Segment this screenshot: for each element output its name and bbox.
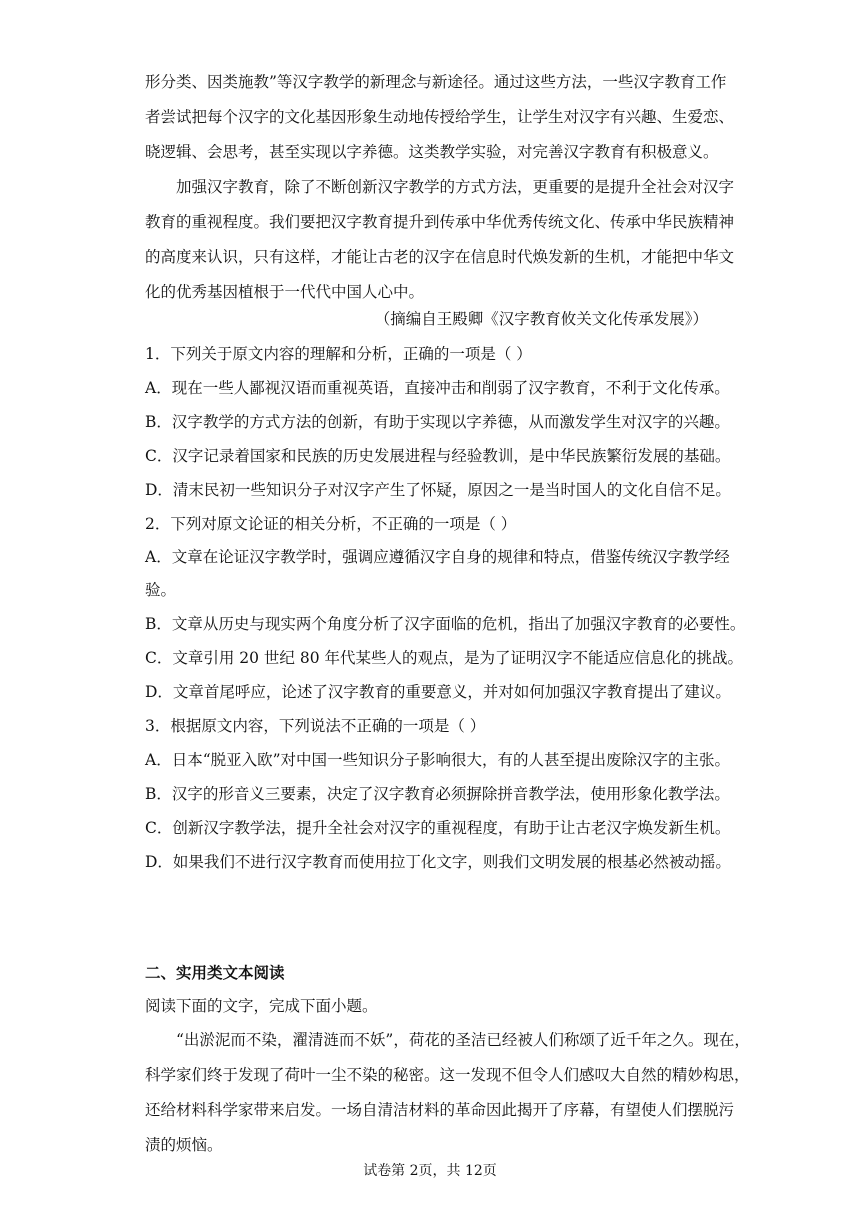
section2-line: 还给材料科学家带来启发。一场自清洁材料的革命因此揭开了序幕，有望使人们摆脱污 bbox=[145, 1101, 735, 1119]
q1-option-d: D．清末民初一些知识分子对汉字产生了怀疑，原因之一是当时国人的文化自信不足。 bbox=[145, 481, 731, 499]
passage1-line: 晓逻辑、会思考，甚至实现以字养德。这类教学实验，对完善汉字教育有积极意义。 bbox=[145, 143, 719, 161]
section2-title: 二、实用类文本阅读 bbox=[145, 964, 285, 982]
passage1-line: 者尝试把每个汉字的文化基因形象生动地传授给学生，让学生对汉字有兴趣、生爱恋、 bbox=[145, 108, 735, 126]
section2-line: 渍的烦恼。 bbox=[145, 1136, 223, 1154]
q2-stem: 2．下列对原文论证的相关分析，不正确的一项是（ ） bbox=[145, 515, 517, 533]
passage1-line: 加强汉字教育，除了不断创新汉字教学的方式方法，更重要的是提升全社会对汉字 bbox=[176, 178, 735, 196]
section2-line: “出淤泥而不染，濯清涟而不妖”，荷花的圣洁已经被人们称颂了近千年之久。现在， bbox=[176, 1031, 750, 1049]
q3-option-c: C．创新汉字教学法，提升全社会对汉字的重视程度，有助于让古老汉字焕发新生机。 bbox=[145, 819, 731, 837]
q1-option-c: C．汉字记录着国家和民族的历史发展进程与经验教训，是中华民族繁衍发展的基础。 bbox=[145, 447, 731, 465]
q2-option-a: A．文章在论证汉字教学时，强调应遵循汉字自身的规律和特点，借鉴传统汉字教学经 bbox=[145, 548, 730, 566]
q2-option-b: B．文章从历史与现实两个角度分析了汉字面临的危机，指出了加强汉字教育的必要性。 bbox=[145, 615, 746, 633]
passage1-line: 教育的重视程度。我们要把汉字教育提升到传承中华优秀传统文化、传承中华民族精神 bbox=[145, 213, 735, 231]
q3-option-b: B．汉字的形音义三要素，决定了汉字教育必须摒除拼音教学法，使用形象化教学法。 bbox=[145, 785, 730, 803]
q2-option-c: C．文章引用 20 世纪 80 年代某些人的观点，是为了证明汉字不能适应信息化的挑战。 bbox=[145, 649, 744, 667]
q3-stem: 3．根据原文内容，下列说法不正确的一项是（ ） bbox=[145, 717, 486, 735]
q1-option-b: B．汉字教学的方式方法的创新，有助于实现以字养德，从而激发学生对汉字的兴趣。 bbox=[145, 413, 730, 431]
q3-option-d: D．如果我们不进行汉字教育而使用拉丁化文字，则我们文明发展的根基必然被动摇。 bbox=[145, 853, 731, 871]
section2-line: 科学家们终于发现了荷叶一尘不染的秘密。这一发现不但令人们感叹大自然的精妙构思， bbox=[145, 1066, 750, 1084]
passage1-line: 的高度来认识，只有这样，才能让古老的汉字在信息时代焕发新的生机，才能把中华文 bbox=[145, 248, 735, 266]
page-footer: 试卷第 2页，共 12页 bbox=[363, 1163, 497, 1179]
section2-instruction: 阅读下面的文字，完成下面小题。 bbox=[145, 997, 378, 1015]
passage1-line: 化的优秀基因植根于一代代中国人心中。 bbox=[145, 283, 425, 301]
passage1-line: 形分类、因类施教”等汉字教学的新理念与新途径。通过这些方法，一些汉字教育工作 bbox=[145, 73, 727, 91]
q1-option-a: A．现在一些人鄙视汉语而重视英语，直接冲击和削弱了汉字教育，不利于文化传承。 bbox=[145, 379, 730, 397]
q2-option-a-cont: 验。 bbox=[145, 581, 177, 599]
q1-stem: 1．下列关于原文内容的理解和分析，正确的一项是（ ） bbox=[145, 345, 532, 363]
q3-option-a: A．日本“脱亚入欧”对中国一些知识分子影响很大，有的人甚至提出废除汉字的主张。 bbox=[145, 751, 731, 769]
passage1-source: （摘编自王殿卿《汉字教育攸关文化传承发展》） bbox=[374, 310, 708, 328]
q2-option-d: D．文章首尾呼应，论述了汉字教育的重要意义，并对如何加强汉字教育提出了建议。 bbox=[145, 683, 731, 701]
